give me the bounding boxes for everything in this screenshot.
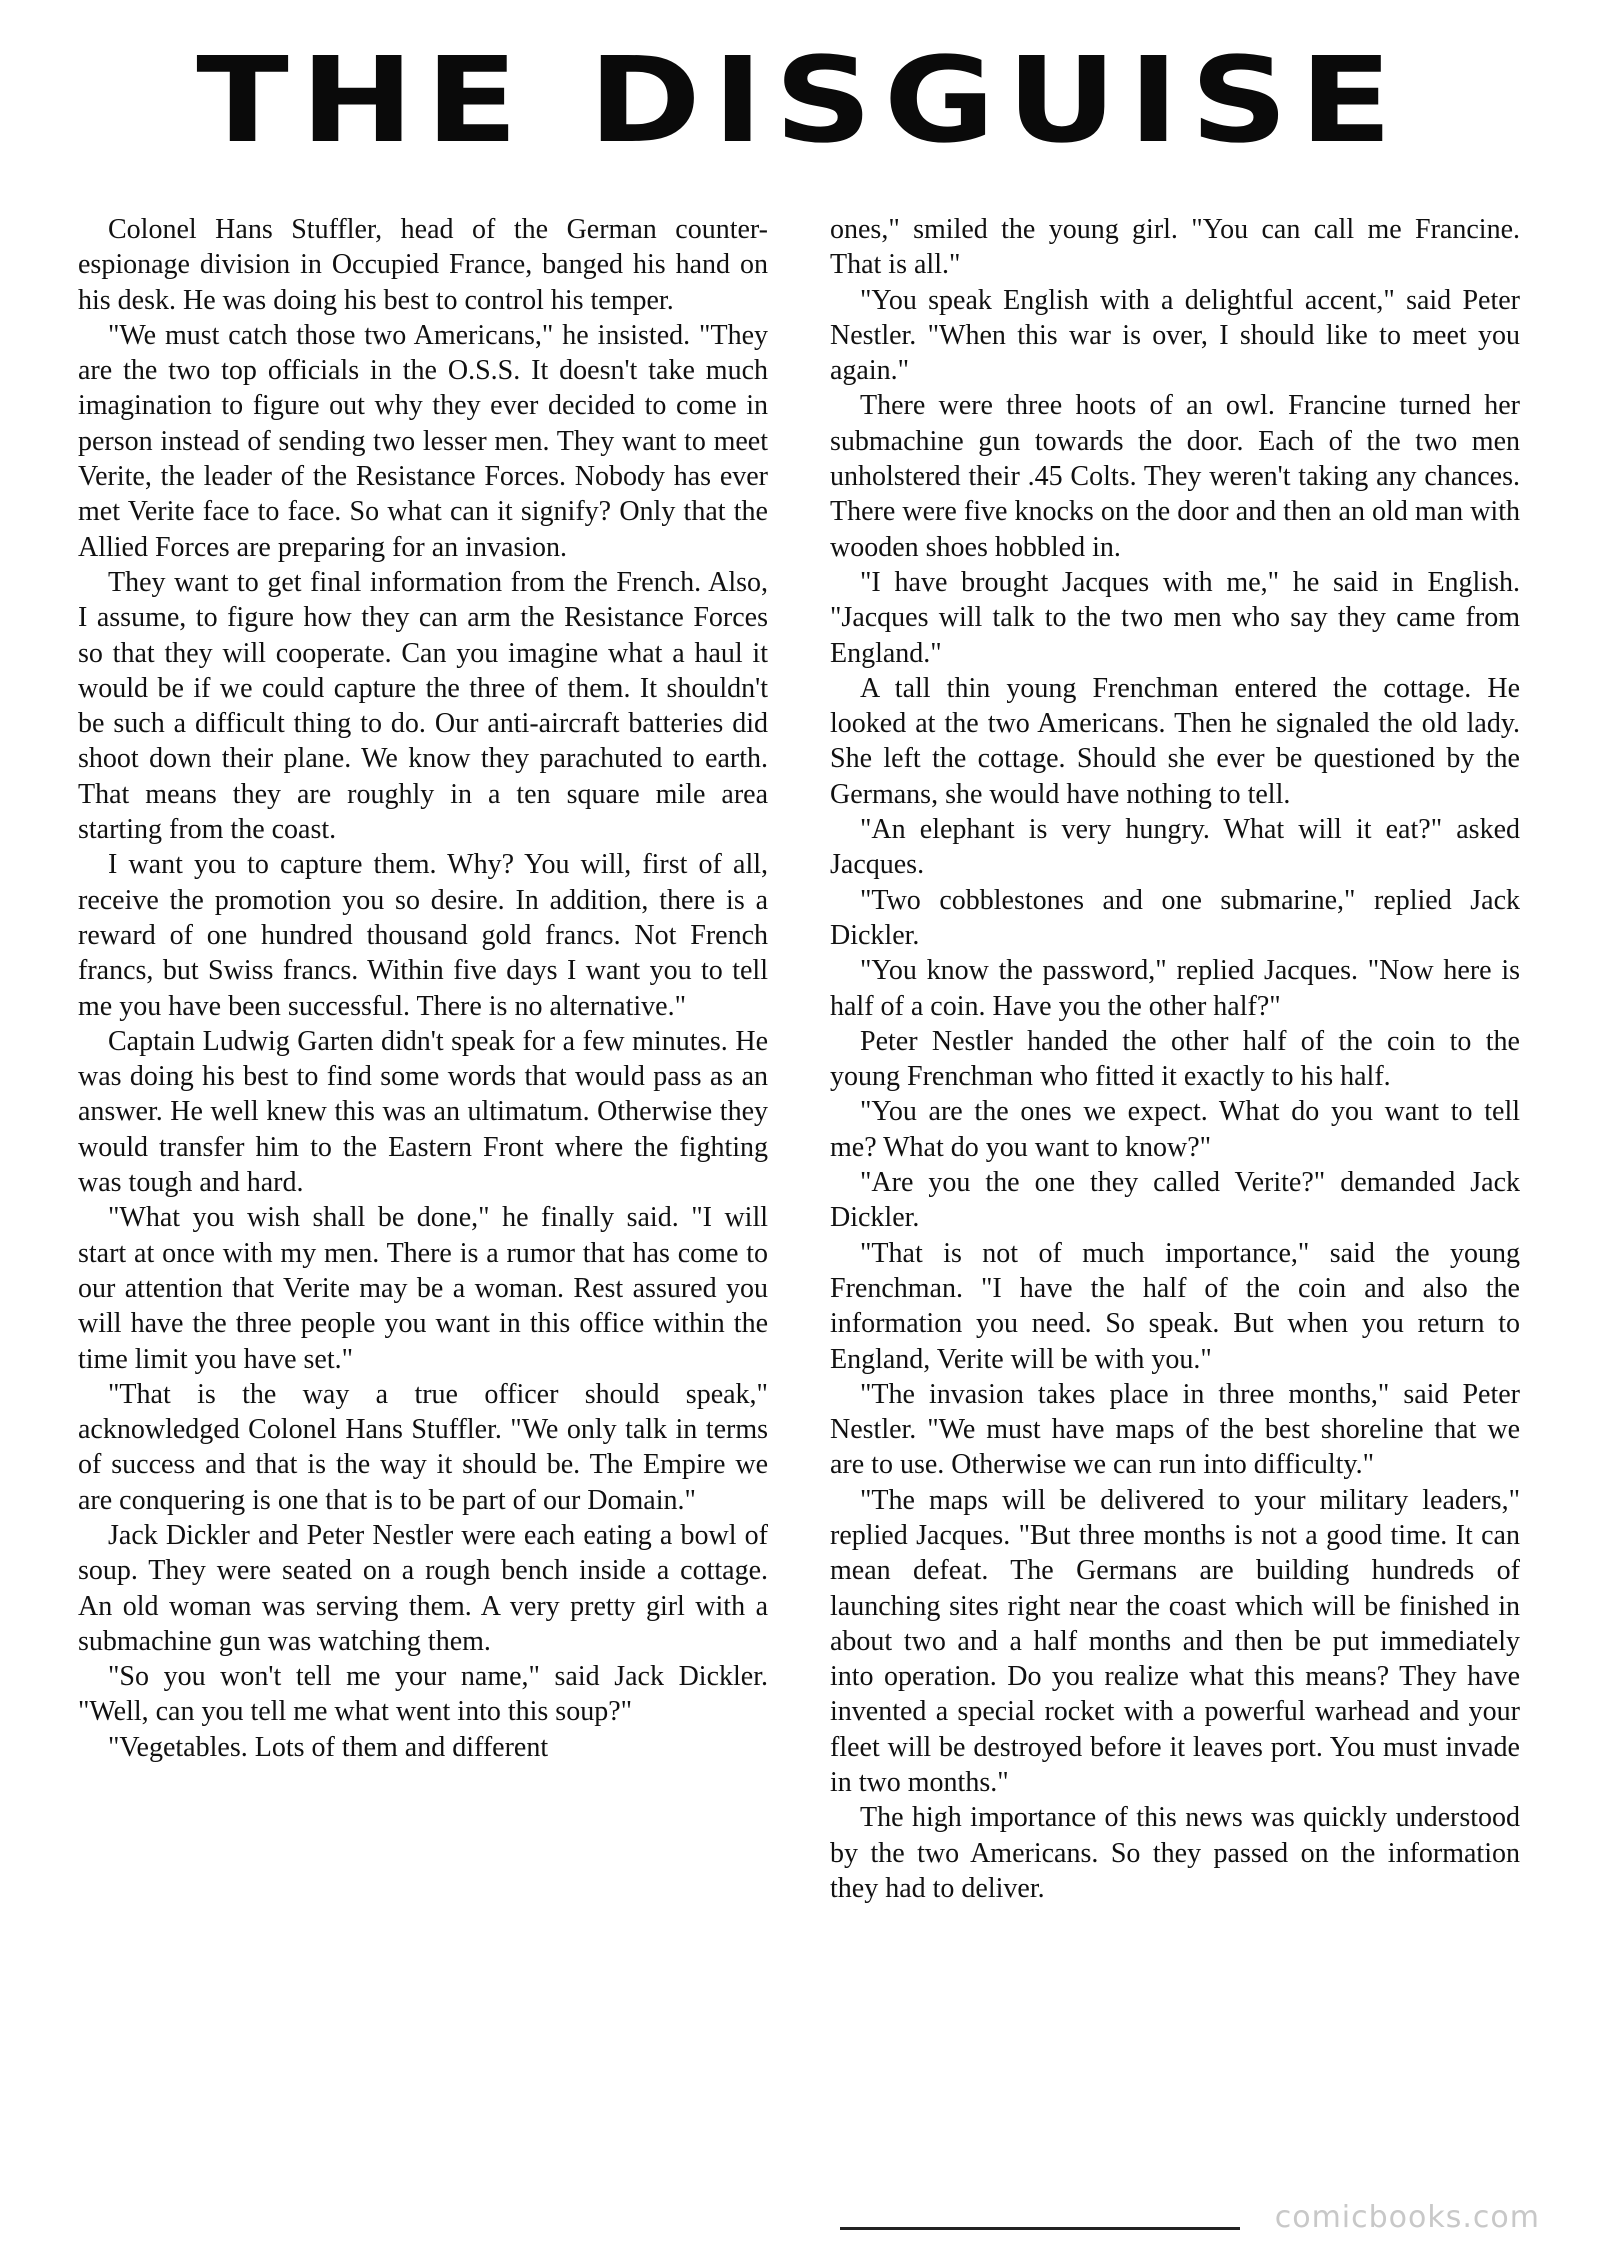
paragraph: "We must catch those two Americans," he insisted. "They are the two top officials in the O.S.S. It doesn't take much imagination to figure out why they ever decided to come in person instead of sending two lesser men. They want to meet Verite, the leader of the Resistance Forces. Nobody has ever met Verite face to face. So what can it signify? Only that the Allied Forces are preparing for an invasion. <box>78 319 768 563</box>
paragraph: Captain Ludwig Garten didn't speak for a few minutes. He was doing his best to find some words that would pass as an answer. He well knew this was an ultimatum. Otherwise they would transfer him to the Eastern Front where the fighting was tough and hard. <box>78 1025 768 1199</box>
paragraph: "An elephant is very hungry. What will it eat?" asked Jacques. <box>830 814 1520 881</box>
paragraph: "The maps will be delivered to your military leaders," replied Jacques. "But three months is not a good time. It can mean defeat. The Germans are building hundreds of launching sites right near the coast which will be finished in about two and a half months and then be put immediately into operation. Do you realize what this means? They have invented a special rocket with a powerful warhead and your fleet will be destroyed before it leaves port. You must invade in two months." <box>830 1484 1520 1799</box>
paragraph: "You speak English with a delightful accent," said Peter Nestler. "When this war is over, I should like to meet you again." <box>830 284 1520 387</box>
paragraph: "Vegetables. Lots of them and different <box>108 1731 549 1763</box>
paragraph: I want you to capture them. Why? You will, first of all, receive the promotion you so desire. In addition, there is a reward of one hundred thousand gold francs. Not French francs, but Swiss francs. Within five days I want you to tell me you have been successful. There is no alternative." <box>78 849 768 1022</box>
paragraph: There were three hoots of an owl. Francine turned her submachine gun towards the door. Each of the two men unholstered their .45 Colts. They weren't taking any chances. There were five knocks on the door and then an old man with wooden shoes hobbled in. <box>830 390 1520 563</box>
paragraph: ones," smiled the young girl. "You can call me Francine. That is all." <box>830 214 1520 281</box>
paragraph: "You know the password," replied Jacques. "Now here is half of a coin. Have you the other half?" <box>830 955 1520 1022</box>
paragraph: "The invasion takes place in three months," said Peter Nestler. "We must have maps of the best shoreline that we are to use. Otherwise we can run into difficulty." <box>830 1378 1520 1481</box>
watermark: comicbooks.com <box>1274 2200 1540 2235</box>
paragraph: A tall thin young Frenchman entered the cottage. He looked at the two Americans. Then he signaled the old lady. She left the cottage. Should she ever be questioned by the Germans, she would have nothing to tell. <box>830 672 1520 810</box>
right-column <box>830 212 1520 1906</box>
paragraph: "You are the ones we expect. What do you want to tell me? What do you want to know?" <box>830 1096 1520 1163</box>
paragraph: "What you wish shall be done," he finally said. "I will start at once with my men. There is a rumor that has come to our attention that Verite may be a woman. Rest assured you will have the three people you want in this office within the time limit you have set." <box>78 1202 768 1375</box>
paragraph: "Two cobblestones and one submarine," replied Jack Dickler. <box>830 884 1520 951</box>
paragraph: The high importance of this news was quickly understood by the two Americans. So they passed on the information they had to deliver. <box>830 1802 1520 1904</box>
paragraph: "So you won't tell me your name," said Jack Dickler. "Well, can you tell me what went into this soup?" <box>78 1661 768 1728</box>
paragraph: "That is the way a true officer should speak," acknowledged Colonel Hans Stuffler. "We only talk in terms of success and that is the way it should be. The Empire we are conquering is one that is to be part of our Domain." <box>78 1378 768 1516</box>
end-rule <box>840 2227 1240 2230</box>
paragraph: Jack Dickler and Peter Nestler were each eating a bowl of soup. They were seated on a rough bench inside a cottage. An old woman was serving them. A very pretty girl with a submachine gun was watching them. <box>78 1519 768 1657</box>
paragraph: Colonel Hans Stuffler, head of the German counter-espionage division in Occupied France, banged his hand on his desk. He was doing his best to control his temper. <box>78 214 768 316</box>
paragraph: Peter Nestler handed the other half of the coin to the young Frenchman who fitted it exactly to his half. <box>830 1025 1520 1093</box>
paragraph: "I have brought Jacques with me," he said in English. "Jacques will talk to the two men who say they came from England." <box>830 566 1520 669</box>
story-title: THE DISGUISE <box>196 31 1404 169</box>
left-column <box>78 212 768 1765</box>
paragraph: They want to get final information from the French. Also, I assume, to figure how they can arm the Resistance Forces so that they will cooperate. Can you imagine what a haul it would be if we could capture the three of them. It shouldn't be such a difficult thing to do. Our anti-aircraft batteries did shoot down their plane. We know they parachuted to earth. That means they are roughly in a ten square mile area starting from the coast. <box>78 566 768 846</box>
paragraph: "Are you the one they called Verite?" demanded Jack Dickler. <box>830 1167 1520 1234</box>
paragraph: "That is not of much importance," said the young Frenchman. "I have the half of the coin and also the information you need. So speak. But when you return to England, Verite will be with you." <box>830 1237 1520 1375</box>
